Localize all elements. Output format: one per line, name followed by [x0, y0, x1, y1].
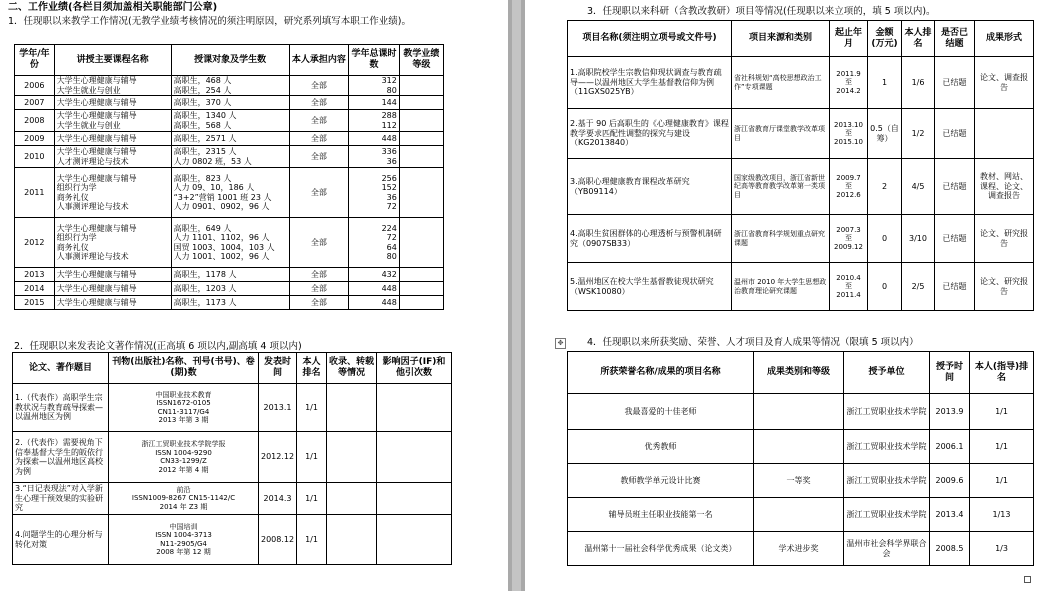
teaching-row-hours: 448: [349, 132, 400, 146]
teaching-row-grade: [399, 76, 443, 96]
teaching-row-part: 全部: [289, 296, 349, 310]
project-row-amount: 0: [868, 263, 902, 311]
left-page: [0, 0, 508, 591]
teaching-row-target: 高职生，1173 人: [171, 296, 289, 310]
teaching-row-year: 2013: [15, 268, 55, 282]
col-award-rank: 本人(指导)排名: [970, 352, 1034, 394]
teaching-row-part: 全部: [289, 168, 349, 218]
teaching-row-grade: [399, 146, 443, 168]
teaching-row-course: 大学生心理健康与辅导: [54, 132, 171, 146]
award-row-name: 优秀教师: [568, 430, 754, 464]
paper-body: [13, 384, 452, 565]
teaching-row-grade: [399, 96, 443, 110]
paper-row-date: 2012.12: [259, 432, 297, 483]
col-award-type: 成果类别和等级: [754, 352, 844, 394]
paper-row-date: 2013.1: [259, 384, 297, 432]
teaching-row-grade: [399, 282, 443, 296]
award-header-row: [568, 352, 1034, 394]
project-row-period: 2010.4 至 2011.4: [830, 263, 868, 311]
project-row-period: 2007.3 至 2009.12: [830, 215, 868, 263]
project-row-amount: 1: [868, 57, 902, 109]
teaching-body: [15, 76, 444, 310]
project-row-source: 浙江省教育厅课堂教学改革项目: [732, 109, 830, 159]
paper-row-journal: 前沿 ISSN1009-8267 CN15-1142/C 2014 年 Z3 期: [109, 483, 259, 515]
paper-row: [13, 384, 452, 432]
project-row-form: 论文、研究报告: [975, 263, 1034, 311]
award-row-unit: 温州市社会科学界联合会: [844, 532, 930, 566]
teaching-row: [15, 296, 444, 310]
paper-row-cite: [327, 483, 377, 515]
award-row-date: 2013.9: [930, 394, 970, 430]
item-2-caption: 2．任现职以来发表论文著作情况(正高填 6 项以内,副高填 4 项以内): [14, 341, 302, 352]
award-row-name: 教师教学单元设计比赛: [568, 464, 754, 498]
teaching-row-grade: [399, 132, 443, 146]
project-body: [568, 57, 1034, 311]
project-row-amount: 0.5（自筹）: [868, 109, 902, 159]
project-row-amount: 0: [868, 215, 902, 263]
project-row-form: [975, 109, 1034, 159]
project-row: [568, 215, 1034, 263]
award-row: [568, 532, 1034, 566]
scroll-track: [512, 0, 521, 591]
project-row-done: 已结题: [935, 159, 975, 215]
col-paper-title: 论文、著作题目: [13, 353, 109, 384]
teaching-row-grade: [399, 110, 443, 132]
paper-row-journal: 中国职业技术教育 ISSN1672-0105 CN11-3117/G4 2013 年第 3 期: [109, 384, 259, 432]
col-project-rank: 本人排名: [902, 21, 935, 57]
end-of-cell-mark: [1024, 576, 1031, 583]
project-row-rank: 1/6: [902, 57, 935, 109]
table-move-handle-icon[interactable]: ✥: [555, 338, 566, 349]
teaching-row-grade: [399, 296, 443, 310]
teaching-row-hours: 256 152 36 72: [349, 168, 400, 218]
teaching-row: [15, 282, 444, 296]
project-row: [568, 57, 1034, 109]
award-row-type: [754, 394, 844, 430]
teaching-row-hours: 448: [349, 296, 400, 310]
award-row-date: 2006.1: [930, 430, 970, 464]
teaching-header-row: [15, 45, 444, 76]
paper-row-title: 2.（代表作）需要视角下信奉基督大学生的皈依行为探索—以温州地区高校为例: [13, 432, 109, 483]
paper-row-rank: 1/1: [297, 384, 327, 432]
teaching-row-course: 大学生心理健康与辅导 大学生就业与创业: [54, 76, 171, 96]
teaching-row-course: 大学生心理健康与辅导: [54, 282, 171, 296]
teaching-row-grade: [399, 268, 443, 282]
paper-row: [13, 515, 452, 565]
project-row-form: 论文、研究报告: [975, 215, 1034, 263]
award-row-date: 2008.5: [930, 532, 970, 566]
paper-row-if: [377, 384, 452, 432]
project-row: [568, 263, 1034, 311]
item-3-caption: 3．任现职以来科研（含教改教研）项目等情况(任现职以来立项的，填 5 项以内)。: [587, 6, 936, 17]
col-amount: 金额(万元): [868, 21, 902, 57]
award-row-rank: 1/1: [970, 430, 1034, 464]
teaching-row: [15, 132, 444, 146]
teaching-row-year: 2008: [15, 110, 55, 132]
teaching-row-hours: 448: [349, 282, 400, 296]
col-finished: 是否已结题: [935, 21, 975, 57]
teaching-row: [15, 218, 444, 268]
col-project-source: 项目来源和类别: [732, 21, 830, 57]
paper-row-date: 2014.3: [259, 483, 297, 515]
teaching-row-hours: 432: [349, 268, 400, 282]
paper-row-cite: [327, 432, 377, 483]
project-row-period: 2009.7 至 2012.6: [830, 159, 868, 215]
paper-row-rank: 1/1: [297, 483, 327, 515]
project-header-row: [568, 21, 1034, 57]
col-target: 授课对象及学生数: [171, 45, 289, 76]
project-row-source: 温州市 2010 年大学生思想政治教育理论研究课题: [732, 263, 830, 311]
teaching-row: [15, 268, 444, 282]
teaching-row-year: 2014: [15, 282, 55, 296]
paper-row-cite: [327, 515, 377, 565]
teaching-row-year: 2006: [15, 76, 55, 96]
teaching-row-target: 高职生，1203 人: [171, 282, 289, 296]
project-row-done: 已结题: [935, 263, 975, 311]
col-index: 收录、转载等情况: [327, 353, 377, 384]
teaching-row-target: 高职生，649 人 人力 1101、1102，96 人 国贸 1003、1004，103 人 人力 1001、1002，96 人: [171, 218, 289, 268]
award-row-name: 辅导员班主任职业技能第一名: [568, 498, 754, 532]
paper-row-cite: [327, 384, 377, 432]
award-row: [568, 498, 1034, 532]
paper-row-journal: 中国培训 ISSN 1004-3713 N11-2905/G4 2008 年第 12 期: [109, 515, 259, 565]
teaching-row-target: 高职生，2315 人 人力 0802 班，53 人: [171, 146, 289, 168]
project-row-rank: 1/2: [902, 109, 935, 159]
award-row-type: 一等奖: [754, 464, 844, 498]
paper-row: [13, 432, 452, 483]
award-row-name: 温州第十一届社会科学优秀成果（论文类）: [568, 532, 754, 566]
teaching-row-year: 2010: [15, 146, 55, 168]
paper-row-title: 3.“日记表现法”对入学新生心理干预效果的实验研究: [13, 483, 109, 515]
project-row-source: 浙江省教育科学规划重点研究课题: [732, 215, 830, 263]
project-row-amount: 2: [868, 159, 902, 215]
teaching-row: [15, 146, 444, 168]
col-part: 本人承担内容: [289, 45, 349, 76]
col-award-unit: 授予单位: [844, 352, 930, 394]
award-row: [568, 394, 1034, 430]
teaching-row-grade: [399, 168, 443, 218]
teaching-row-part: 全部: [289, 218, 349, 268]
award-row: [568, 464, 1034, 498]
paper-row-if: [377, 483, 452, 515]
col-period: 起止年月: [830, 21, 868, 57]
teaching-row: [15, 96, 444, 110]
teaching-row-year: 2007: [15, 96, 55, 110]
project-row-done: 已结题: [935, 57, 975, 109]
teaching-table: [14, 44, 444, 310]
project-row-name: 1.高职院校学生宗教信仰现状调查与教育疏导——以温州地区大学生基督教信仰为例（11GXS025YB）: [568, 57, 732, 109]
teaching-row-course: 大学生心理健康与辅导 组织行为学 商务礼仪 人事测评理论与技术: [54, 168, 171, 218]
teaching-row-part: 全部: [289, 110, 349, 132]
project-row-rank: 2/5: [902, 263, 935, 311]
project-row-done: 已结题: [935, 109, 975, 159]
teaching-row-hours: 288 112: [349, 110, 400, 132]
award-row-type: 学术进步奖: [754, 532, 844, 566]
teaching-row-part: 全部: [289, 268, 349, 282]
teaching-row-target: 高职生，468 人 高职生，254 人: [171, 76, 289, 96]
award-row-type: [754, 498, 844, 532]
award-row-type: [754, 430, 844, 464]
teaching-row-hours: 144: [349, 96, 400, 110]
paper-row-if: [377, 515, 452, 565]
paper-row-journal: 浙江工贸职业技术学院学报 ISSN 1004-9290 CN33-1299/Z 2012 年第 4 期: [109, 432, 259, 483]
item-4-caption: 4．任现职以来所获奖励、荣誉、人才项目及育人成果等情况（限填 5 项以内）: [587, 337, 919, 348]
teaching-row-target: 高职生，370 人: [171, 96, 289, 110]
teaching-row-year: 2009: [15, 132, 55, 146]
col-year: 学年/年份: [15, 45, 55, 76]
project-row-done: 已结题: [935, 215, 975, 263]
teaching-row-target: 高职生，1178 人: [171, 268, 289, 282]
col-impact: 影响因子(IF)和他引次数: [377, 353, 452, 384]
paper-row-rank: 1/1: [297, 432, 327, 483]
teaching-row-course: 大学生心理健康与辅导 组织行为学 商务礼仪 人事测评理论与技术: [54, 218, 171, 268]
award-row-rank: 1/1: [970, 394, 1034, 430]
project-row-name: 2.基于 90 后高职生的《心理健康教育》课程教学要求匹配性调整的探究与建设（KG2013840）: [568, 109, 732, 159]
award-row-rank: 1/3: [970, 532, 1034, 566]
teaching-row-course: 大学生心理健康与辅导: [54, 96, 171, 110]
teaching-row-course: 大学生心理健康与辅导 大学生就业与创业: [54, 110, 171, 132]
award-row-unit: 浙江工贸职业技术学院: [844, 464, 930, 498]
teaching-row-hours: 312 80: [349, 76, 400, 96]
project-row-name: 4.高职生贫困群体的心理透析与预警机制研究（0907SB33）: [568, 215, 732, 263]
item-1-caption: 1．任现职以来教学工作情况(无教学业绩考核情况的须注明原因，研究系列填写本职工作业绩)。: [8, 16, 411, 27]
project-row: [568, 109, 1034, 159]
award-table: [567, 351, 1034, 566]
teaching-row: [15, 168, 444, 218]
col-grade: 教学业绩等级: [399, 45, 443, 76]
teaching-row: [15, 76, 444, 96]
award-row-unit: 浙江工贸职业技术学院: [844, 430, 930, 464]
col-output: 成果形式: [975, 21, 1034, 57]
teaching-row-target: 高职生，823 人 人力 09、10，186 人 “3+2”营销 1001 班 23 人 人力 0901、0902，96 人: [171, 168, 289, 218]
teaching-row-part: 全部: [289, 132, 349, 146]
right-page: [525, 0, 1041, 591]
teaching-row-hours: 336 36: [349, 146, 400, 168]
award-row-rank: 1/13: [970, 498, 1034, 532]
project-row-rank: 4/5: [902, 159, 935, 215]
project-row-form: 教材、网站、课程、论文、调查报告: [975, 159, 1034, 215]
col-hours: 学年总课时数: [349, 45, 400, 76]
paper-row-if: [377, 432, 452, 483]
teaching-row-part: 全部: [289, 76, 349, 96]
project-row-period: 2013.10 至 2015.10: [830, 109, 868, 159]
paper-row-rank: 1/1: [297, 515, 327, 565]
award-row: [568, 430, 1034, 464]
teaching-row-grade: [399, 218, 443, 268]
paper-row: [13, 483, 452, 515]
section-title: 二、工作业绩(各栏目须加盖相关职能部门公章): [8, 2, 218, 13]
project-row: [568, 159, 1034, 215]
teaching-row-year: 2011: [15, 168, 55, 218]
teaching-row-target: 高职生，2571 人: [171, 132, 289, 146]
col-project-name: 项目名称(须注明立项号或文件号): [568, 21, 732, 57]
project-row-rank: 3/10: [902, 215, 935, 263]
award-row-unit: 浙江工贸职业技术学院: [844, 394, 930, 430]
teaching-row-part: 全部: [289, 282, 349, 296]
teaching-row-part: 全部: [289, 96, 349, 110]
project-row-name: 3.高职心理健康教育课程改革研究（YB09114）: [568, 159, 732, 215]
paper-row-title: 4.问题学生的心理分析与转化对策: [13, 515, 109, 565]
teaching-row-course: 大学生心理健康与辅导: [54, 268, 171, 282]
teaching-row: [15, 110, 444, 132]
teaching-row-hours: 224 72 64 80: [349, 218, 400, 268]
col-course: 讲授主要课程名称: [54, 45, 171, 76]
award-row-date: 2013.4: [930, 498, 970, 532]
award-body: [568, 394, 1034, 566]
col-award-name: 所获荣誉名称/成果的项目名称: [568, 352, 754, 394]
page-gap: [508, 0, 525, 591]
teaching-row-target: 高职生，1340 人 高职生，568 人: [171, 110, 289, 132]
award-row-unit: 浙江工贸职业技术学院: [844, 498, 930, 532]
teaching-row-year: 2015: [15, 296, 55, 310]
teaching-row-course: 大学生心理健康与辅导: [54, 296, 171, 310]
paper-header-row: [13, 353, 452, 384]
paper-row-title: 1.（代表作）高职学生宗教状况与教育疏导探索—以温州地区为例: [13, 384, 109, 432]
project-row-form: 论文、调查报告: [975, 57, 1034, 109]
project-row-name: 5.温州地区在校大学生基督教徒现状研究（WSK10080）: [568, 263, 732, 311]
paper-table: [12, 352, 452, 565]
teaching-row-year: 2012: [15, 218, 55, 268]
award-row-date: 2009.6: [930, 464, 970, 498]
col-author-rank: 本人排名: [297, 353, 327, 384]
project-row-source: 省社科规划“高校思想政治工作”专项课题: [732, 57, 830, 109]
teaching-row-part: 全部: [289, 146, 349, 168]
teaching-row-course: 大学生心理健康与辅导 人才测评理论与技术: [54, 146, 171, 168]
project-row-period: 2011.9 至 2014.2: [830, 57, 868, 109]
project-row-source: 国家级教改项目，浙江省新世纪高等教育教学改革第一类项目: [732, 159, 830, 215]
col-journal: 刊物(出版社)名称、刊号(书号)、卷(期)数: [109, 353, 259, 384]
project-table: [567, 20, 1034, 311]
award-row-name: 我最喜爱的十佳老师: [568, 394, 754, 430]
col-pub-date: 发表时间: [259, 353, 297, 384]
paper-row-date: 2008.12: [259, 515, 297, 565]
award-row-rank: 1/1: [970, 464, 1034, 498]
col-award-date: 授予时间: [930, 352, 970, 394]
